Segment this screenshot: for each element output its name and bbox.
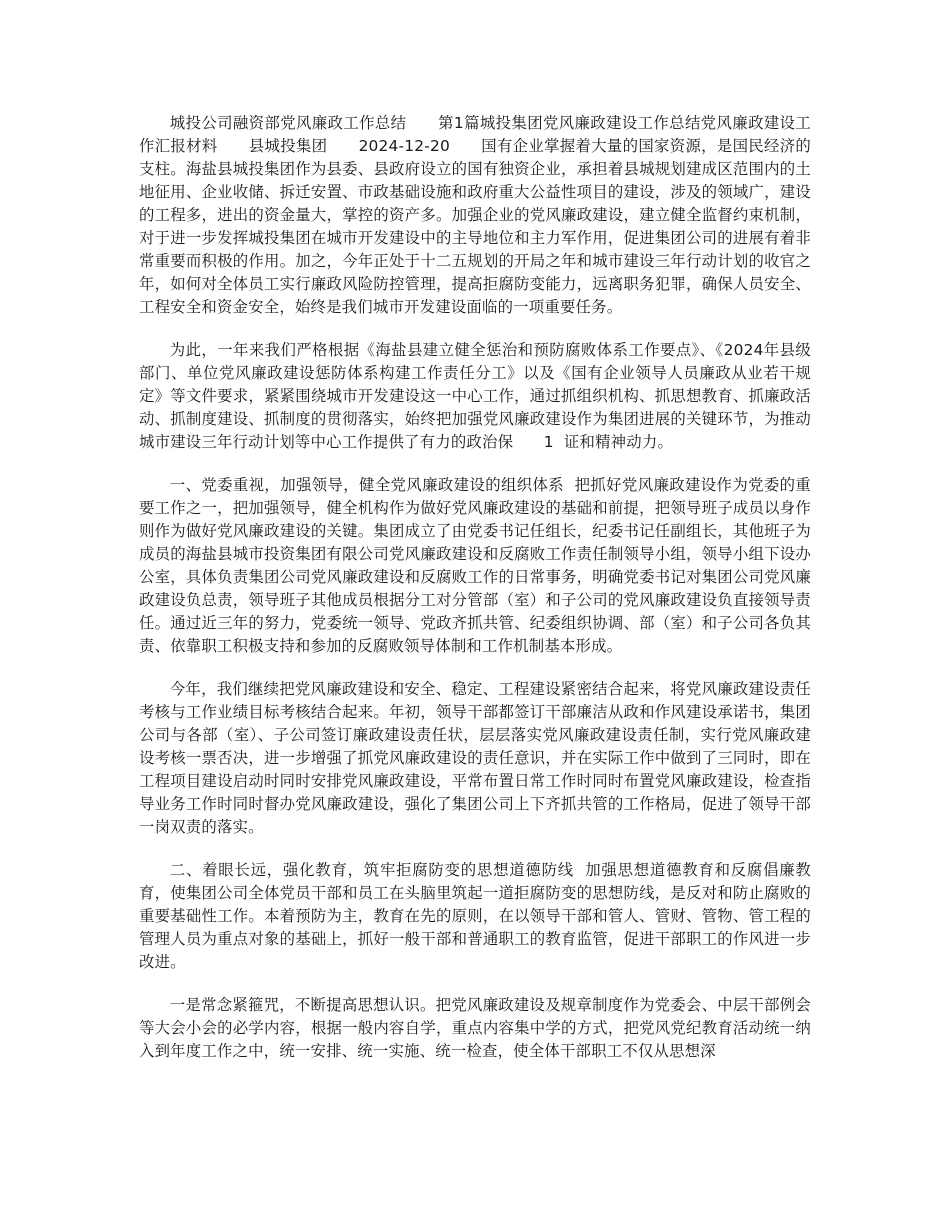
paragraph-section-one: 一、党委重视，加强领导，健全党风廉政建设的组织体系 把抓好党风廉政建设作为党委的重要工作之一，把加强领导，健全机构作为做好党风廉政建设的基础和前提，把领导班子成员以身作则作为做好党风廉政建设的关键。集团成立了由党委书记任组长，纪委书记任副组长，其他班子为成员的海盐县城市投资集团有限公司党风廉政建设和反腐败工作责任制领导小组，领导小组下设办公室，具体负责集团公司党风廉政建设和反腐败工作的日常事务，明确党委书记对集团公司党风廉政建设负总责，领导班子其他成员根据分工对分管部（室）和子公司的党风廉政建设负直接领导责任。通过近三年的努力，党委统一领导、党政齐抓共管、纪委组织协调、部（室）和子公司各负其责、依靠职工积极支持和参加的反腐败领导体制和工作机制基本形成。 bbox=[139, 476, 811, 655]
document-page bbox=[139, 112, 811, 1083]
paragraph-intro: 城投公司融资部党风廉政工作总结 第1篇城投集团党风廉政建设工作总结党风廉政建设工作汇报材料 县城投集团 2024-12-20 国有企业掌握着大量的国家资源，是国民经济的支柱。海盐县城投集团作为县委、县政府设立的国有独资企业，承担着县城规划建成区范围内的土地征用、企业收储、拆迁安置、市政基础设施和政府重大公益性项目的建设，涉及的领域广，建设的工程多，进出的资金量大，掌控的资产多。加强企业的党风廉政建设，建立健全监督约束机制，对于进一步发挥城投集团在城市开发建设中的主导地位和主力军作用，促进集团公司的进展有着非常重要而积极的作用。加之，今年正处于十二五规划的开局之年和城市建设三年行动计划的收官之年，如何对全体员工实行廉政风险防控管理，提高拒腐防变能力，远离职务犯罪，确保人员安全、工程安全和资金安全，始终是我们城市开发建设面临的一项重要任务。 bbox=[139, 114, 811, 316]
paragraph-section-two: 二、着眼长远，强化教育，筑牢拒腐防变的思想道德防线 加强思想道德教育和反腐倡廉教育，使集团公司全体党员干部和员工在头脑里筑起一道拒腐防变的思想防线，是反对和防止腐败的重要基础性工作。本着预防为主，教育在先的原则，在以领导干部和管人、管财、管物、管工程的管理人员为重点对象的基础上，抓好一般干部和普通职工的教育监管，促进干部职工的作风进一步改进。 bbox=[139, 861, 811, 971]
paragraph-point-one: 一是常念紧箍咒，不断提高思想认识。把党风廉政建设及规章制度作为党委会、中层干部例会等大会小会的必学内容，根据一般内容自学，重点内容集中学的方式，把党风党纪教育活动统一纳入到年度工作之中，统一安排、统一实施、统一检查，使全体干部职工不仅从思想深 bbox=[139, 996, 811, 1060]
paragraph-basis: 为此，一年来我们严格根据《海盐县建立健全惩治和预防腐败体系工作要点》、《2024年县级部门、单位党风廉政建设惩防体系构建工作责任分工》以及《国有企业领导人员廉政从业若干规定》等文件要求，紧紧围绕城市开发建设这一中心工作，通过抓组织机构、抓思想教育、抓廉政活动、抓制度建设、抓制度的贯彻落实，始终把加强党风廉政建设作为集团进展的关键环节，为推动城市建设三年行动计划等中心工作提供了有力的政治保 1 证和精神动力。 bbox=[139, 341, 811, 451]
paragraph-responsibility: 今年，我们继续把党风廉政建设和安全、稳定、工程建设紧密结合起来，将党风廉政建设责任考核与工作业绩目标考核结合起来。年初，领导干部都签订干部廉洁从政和作风建设承诺书，集团公司与各部（室）、子公司签订廉政建设责任状，层层落实党风廉政建设责任制，实行党风廉政建设考核一票否决，进一步增强了抓党风廉政建设的责任意识，并在实际工作中做到了三同时，即在工程项目建设启动时同时安排党风廉政建设，平常布置日常工作时同时布置党风廉政建设，检查指导业务工作时同时督办党风廉政建设，强化了集团公司上下齐抓共管的工作格局，促进了领导干部一岗双责的落实。 bbox=[139, 680, 811, 836]
